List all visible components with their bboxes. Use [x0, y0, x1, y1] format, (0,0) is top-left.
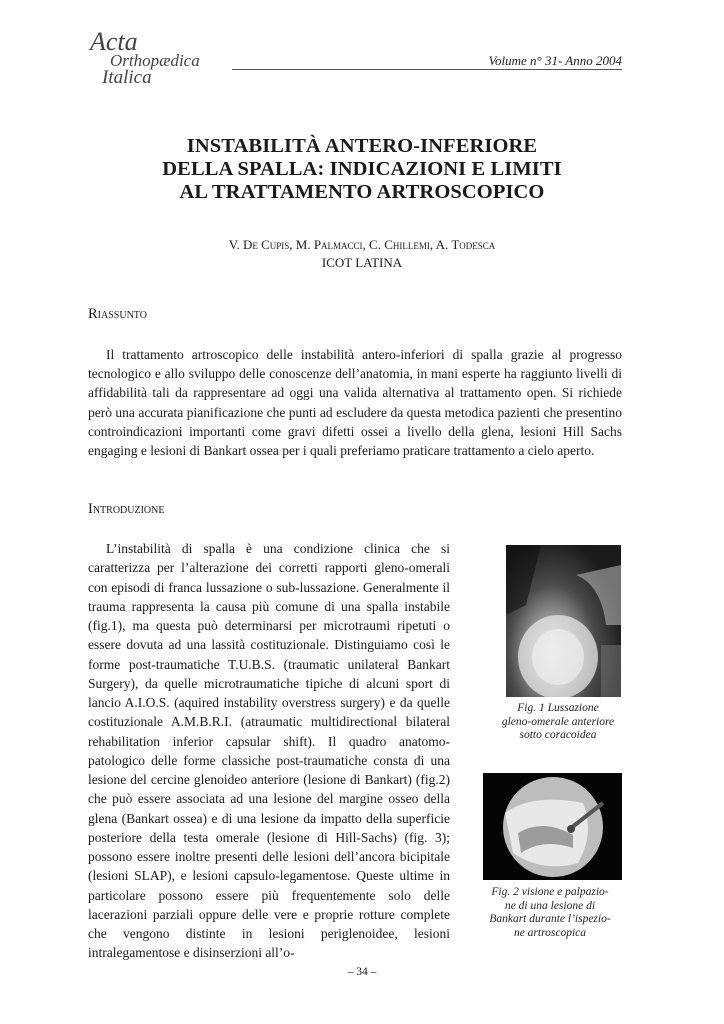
introduction-paragraph: L’instabilità di spalla è una condizione clinica che si caratterizza per l’alterazione dei corretti rapporti gleno-omerali con episodi di franca lussazione o sub-lussazione. Generalmente il trauma rappresenta la causa più comune di una spalla instabile (fig.1), ma questa può determinarsi per microtraumi ripetuti o essere dovuta ad una lassità costituzionale. Distinguiamo così le forme post-traumatiche T.U.B.S. (traumatic unilateral Bankart Surgery), da quelle microtraumatiche tipiche di alcuni sport di lancio A.I.O.S. (aquired instability overstress surgery) e da quelle costituzionale A.M.B.R.I. (atraumatic multidirectional bilateral rehabilitation inferior capsular shift). Il quadro anatomo-patologico delle forme classiche post-traumatiche consta di una lesione del cercine glenoideo anteriore (lesione di Bankart) (fig.2) che può essere associata ad una lesione del margine osseo della glena (Bankart ossea) e di una lesione da impatto della superficie posteriore della testa omerale (lesione di Hill-Sachs) (fig. 3); possono essere inoltre presenti delle lesioni dell’ancora bicipitale (lesioni SLAP), e lesioni capsulo-legamentose. Queste ultime in particolare possono essere più frequentemente solo delle lacerazioni parziali oppure delle vere e proprie rotture complete che vengono distinte in lesioni periglenoidee, lesioni intralegamentose e disinserzioni all’o- [88, 541, 450, 961]
title-line: DELLA SPALLA: INDICAZIONI E LIMITI [162, 158, 562, 180]
caption-line: Bankart durante l’ispezio- [489, 913, 611, 925]
figure-2-caption [470, 886, 630, 940]
authors-block [0, 236, 724, 272]
journal-logo [88, 28, 248, 86]
title-line: AL TRATTAMENTO ARTROSCOPICO [179, 181, 545, 203]
figure-2-arthroscopy-image [483, 773, 622, 880]
title-line: INSTABILITÀ ANTERO-INFERIORE [186, 135, 538, 157]
abstract-paragraph: Il trattamento artroscopico delle instabilità antero-inferiori di spalla grazie al progresso tecnologico e allo sviluppo delle conoscenze dell’anatomia, in mani esperte ha raggiunto livelli di affidabilità tali da rappresentare ad oggi una valida alternativa al trattamento open. Si richiede però una accurata pianificazione che punti ad escludere da questa metodica pazienti che presentino controindicazioni importanti come gravi difetti ossei a livello della glena, lesioni Hill Sachs engaging e lesioni di Bankart ossea per i quali preferiamo praticare trattamento a cielo aperto. [88, 347, 622, 459]
caption-line: sotto coracoidea [519, 729, 597, 741]
figure-1-xray-image [506, 545, 621, 697]
abstract-heading: Riassunto [88, 306, 147, 322]
figure-1-caption [478, 702, 638, 743]
volume-info: Volume n° 31- Anno 2004 [488, 53, 622, 68]
logo-word-3: Italica [102, 67, 152, 86]
caption-line: ne artroscopica [513, 926, 587, 939]
header-rule [232, 69, 622, 70]
introduction-body [88, 539, 450, 963]
paper-title [0, 135, 724, 204]
affiliation: ICOT LATINA [321, 255, 403, 270]
logo-word-1: Acta [90, 28, 138, 56]
caption-line: Fig. 1 Lussazione [517, 702, 599, 714]
caption-line: gleno-omerale anteriore [501, 715, 615, 728]
logo-word-2: Orthopædica [110, 51, 200, 70]
caption-line: Fig. 2 visione e palpazio- [491, 886, 609, 898]
page-number: – 34 – [347, 966, 377, 978]
abstract-body [88, 345, 622, 460]
author-names: V. De Cupis, M. Palmacci, C. Chillemi, A. Todesca [228, 237, 496, 252]
introduction-heading: Introduzione [88, 501, 165, 517]
caption-line: ne di una lesione di [504, 899, 596, 912]
